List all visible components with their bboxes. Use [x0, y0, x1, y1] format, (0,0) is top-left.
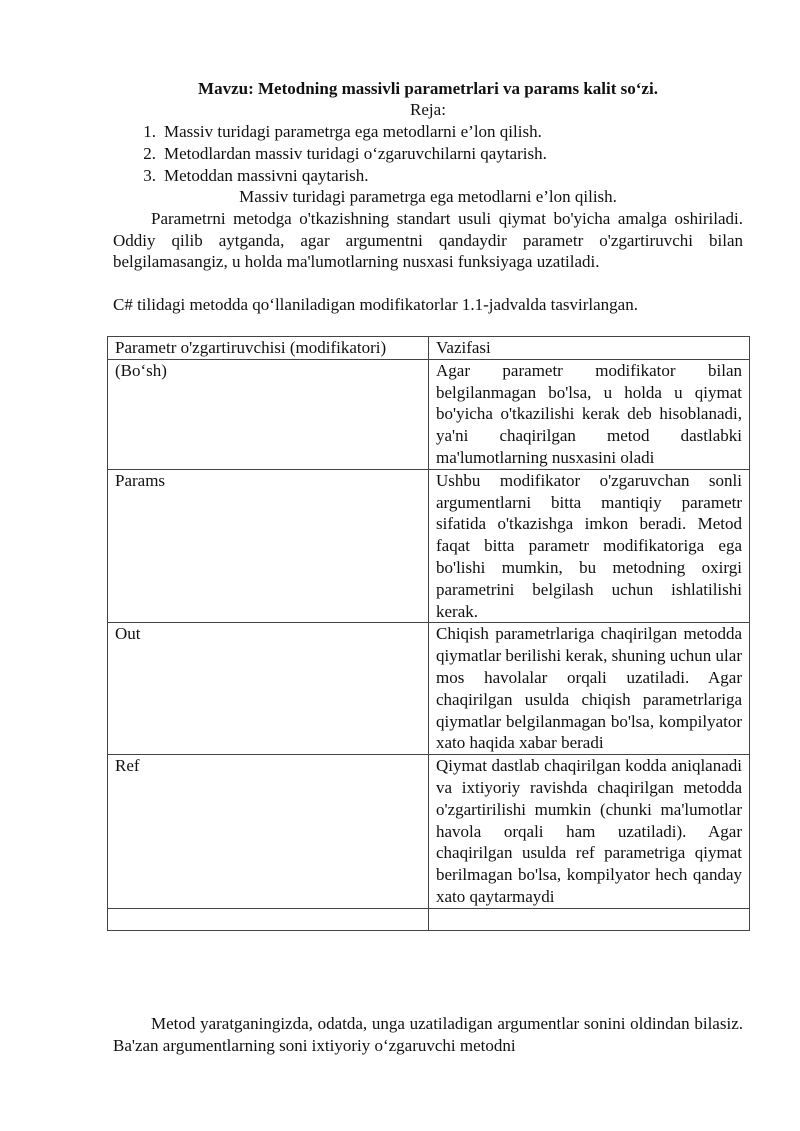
- table-cell-modifier: Params: [108, 469, 429, 623]
- plan-item-text: Metodlardan massiv turidagi o‘zgaruvchilarni qaytarish.: [164, 144, 547, 163]
- plan-item-number: 3.: [143, 166, 156, 185]
- plan-item: [110, 165, 730, 187]
- table-cell-modifier: (Bo‘sh): [108, 359, 429, 469]
- plan-list: [110, 121, 730, 187]
- table-header-modifier: Parametr o'zgartiruvchisi (modifikatori): [108, 337, 429, 360]
- table-cell-description: Qiymat dastlab chaqirilgan kodda aniqlanadi va ixtiyoriy ravishda chaqirilgan metodda o'zgartirilishi mumkin (chunki ma'lumotlar havola orqali ham uzatiladi). Agar chaqirilgan usulda ref parametriga qiymat berilmagan bo'lsa, kompilyator hech qanday xato qaytarmaydi: [429, 755, 750, 909]
- table-intro-paragraph: C# tilidagi metodda qo‘llaniladigan modifikatorlar 1.1-jadvalda tasvirlangan.: [113, 295, 638, 314]
- table-cell-description: Chiqish parametrlariga chaqirilgan metodda qiymatlar berilishi kerak, shuning uchun ular mos havolalar orqali uzatiladi. Agar chaqirilgan usulda chiqish parametrlariga qiymatlar belgilanmagan bo'lsa, kompilyator xato haqida xabar beradi: [429, 623, 750, 755]
- plan-item-number: 2.: [143, 144, 156, 163]
- table-cell-modifier: Out: [108, 623, 429, 755]
- table-cell-description: [429, 908, 750, 930]
- section-heading: Massiv turidagi parametrga ega metodlarni e’lon qilish.: [239, 187, 617, 206]
- plan-item: [110, 143, 730, 165]
- plan-item: [110, 121, 730, 143]
- table-row: [108, 469, 750, 623]
- table-row: [108, 623, 750, 755]
- table-row: [108, 755, 750, 909]
- page-title: Mavzu: Metodning massivli parametrlari va params kalit so‘zi.: [198, 79, 658, 98]
- plan-item-number: 1.: [143, 122, 156, 141]
- table-row: [108, 359, 750, 469]
- body-paragraph: Parametrni metodga o'tkazishning standart usuli qiymat bo'yicha amalga oshiriladi. Oddiy qilib aytganda, agar argumentni qandaydir parametr o'zgartiruvchi bilan belgilamasangiz, u holda ma'lumotlarning nusxasi funksiyaga uzatiladi.: [113, 209, 743, 271]
- table-cell-description: Agar parametr modifikator bilan belgilanmagan bo'lsa, u holda u qiymat bo'yicha o'tkazilishi kerak deb hisoblanadi, ya'ni chaqirilgan metod dastlabki ma'lumotlarning nusxasini oladi: [429, 359, 750, 469]
- table-cell-modifier: Ref: [108, 755, 429, 909]
- plan-label: Reja:: [410, 100, 446, 119]
- body-paragraph: Metod yaratganingizda, odatda, unga uzatiladigan argumentlar sonini oldindan bilasiz. Ba'zan argumentlarning soni ixtiyoriy o‘zgaruvchi metodni: [113, 1014, 743, 1055]
- modifiers-table: [107, 336, 750, 931]
- plan-item-text: Massiv turidagi parametrga ega metodlarni e’lon qilish.: [164, 122, 542, 141]
- table-header-purpose: Vazifasi: [429, 337, 750, 360]
- table-header-row: [108, 337, 750, 360]
- table-cell-modifier: [108, 908, 429, 930]
- table-cell-description: Ushbu modifikator o'zgaruvchan sonli argumentlarni bitta mantiqiy parametr sifatida o'tkazishga imkon beradi. Metod faqat bitta parametr modifikatoriga ega bo'lishi mumkin, bu metodning oxirgi parametrini belgilash uchun ishlatilishi kerak.: [429, 469, 750, 623]
- table-row-empty: [108, 908, 750, 930]
- plan-item-text: Metoddan massivni qaytarish.: [164, 166, 369, 185]
